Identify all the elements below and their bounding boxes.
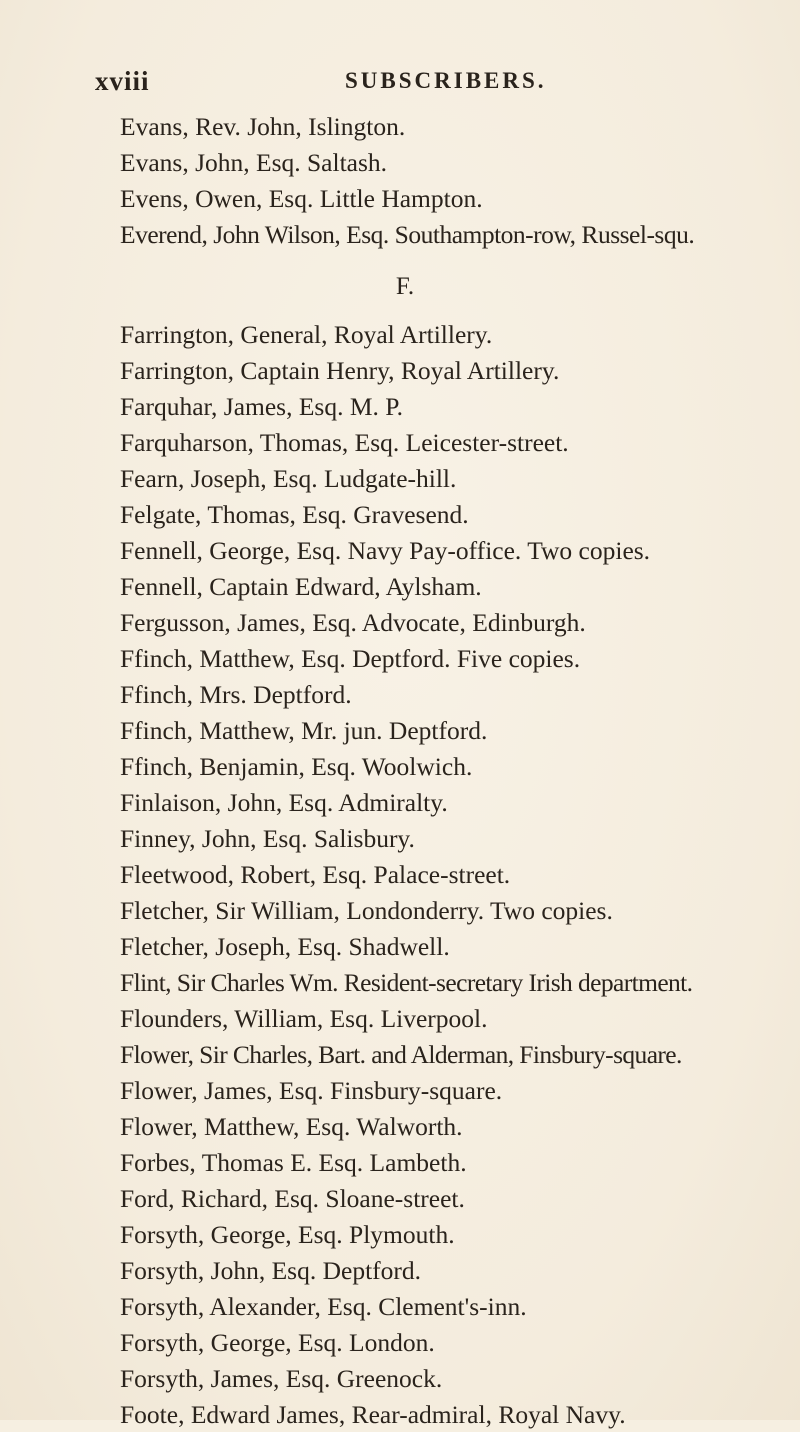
page-header: [95, 66, 695, 102]
subscriber-entry: Fleetwood, Robert, Esq. Palace-street.: [120, 860, 511, 889]
subscriber-entry: Flower, Sir Charles, Bart. and Alderman, Finsbury-square.: [120, 1040, 682, 1069]
section-letter: F.: [395, 273, 415, 300]
subscriber-entry: Everend, John Wilson, Esq. Southampton-row, Russel-squ.: [120, 220, 695, 249]
subscriber-entry: Farrington, Captain Henry, Royal Artillery.: [120, 356, 560, 385]
subscriber-entry: Ffinch, Benjamin, Esq. Woolwich.: [120, 752, 473, 781]
subscriber-entry: Ffinch, Matthew, Mr. jun. Deptford.: [120, 716, 488, 745]
subscriber-entry: Fletcher, Joseph, Esq. Shadwell.: [120, 932, 450, 961]
subscriber-entry: Fearn, Joseph, Esq. Ludgate-hill.: [120, 464, 457, 493]
subscriber-entry: Evans, Rev. John, Islington.: [120, 112, 406, 141]
subscriber-entry: Finney, John, Esq. Salisbury.: [120, 824, 415, 853]
subscriber-entry: Fennell, George, Esq. Navy Pay-office. Two copies.: [120, 536, 651, 565]
subscriber-entry: Forbes, Thomas E. Esq. Lambeth.: [120, 1148, 467, 1177]
subscriber-entry: Forsyth, Alexander, Esq. Clement's-inn.: [120, 1292, 527, 1321]
subscriber-entry: Farrington, General, Royal Artillery.: [120, 320, 493, 349]
subscriber-entry: Flint, Sir Charles Wm. Resident-secretary Irish department.: [120, 968, 693, 997]
subscriber-entry: Felgate, Thomas, Esq. Gravesend.: [120, 500, 469, 529]
subscriber-entry: Fergusson, James, Esq. Advocate, Edinburgh.: [120, 608, 586, 637]
subscriber-entry: Foote, Edward James, Rear-admiral, Royal Navy.: [120, 1400, 626, 1429]
subscriber-entry: Fennell, Captain Edward, Aylsham.: [120, 572, 482, 601]
subscriber-entry: Flounders, William, Esq. Liverpool.: [120, 1004, 488, 1033]
subscriber-entry: Ffinch, Mrs. Deptford.: [120, 680, 352, 709]
subscriber-entry: Forsyth, John, Esq. Deptford.: [120, 1256, 422, 1285]
running-head: SUBSCRIBERS.: [345, 68, 547, 93]
subscriber-entry: Farquhar, James, Esq. M. P.: [120, 392, 404, 421]
subscriber-entry: Fletcher, Sir William, Londonderry. Two copies.: [120, 896, 613, 925]
subscriber-entry: Farquharson, Thomas, Esq. Leicester-street.: [120, 428, 569, 457]
subscriber-entry: Ffinch, Matthew, Esq. Deptford. Five copies.: [120, 644, 581, 673]
subscriber-entry: Finlaison, John, Esq. Admiralty.: [120, 788, 448, 817]
subscriber-entry: Forsyth, George, Esq. London.: [120, 1328, 435, 1357]
subscriber-entry: Ford, Richard, Esq. Sloane-street.: [120, 1184, 465, 1213]
subscriber-entry: Forsyth, George, Esq. Plymouth.: [120, 1220, 455, 1249]
subscriber-entry: Flower, Matthew, Esq. Walworth.: [120, 1112, 463, 1141]
subscriber-entry: Evans, John, Esq. Saltash.: [120, 148, 388, 177]
page-number: xviii: [95, 66, 150, 96]
subscriber-entry: Flower, James, Esq. Finsbury-square.: [120, 1076, 503, 1105]
subscriber-entry: Evens, Owen, Esq. Little Hampton.: [120, 184, 483, 213]
subscriber-entry: Forsyth, James, Esq. Greenock.: [120, 1364, 443, 1393]
